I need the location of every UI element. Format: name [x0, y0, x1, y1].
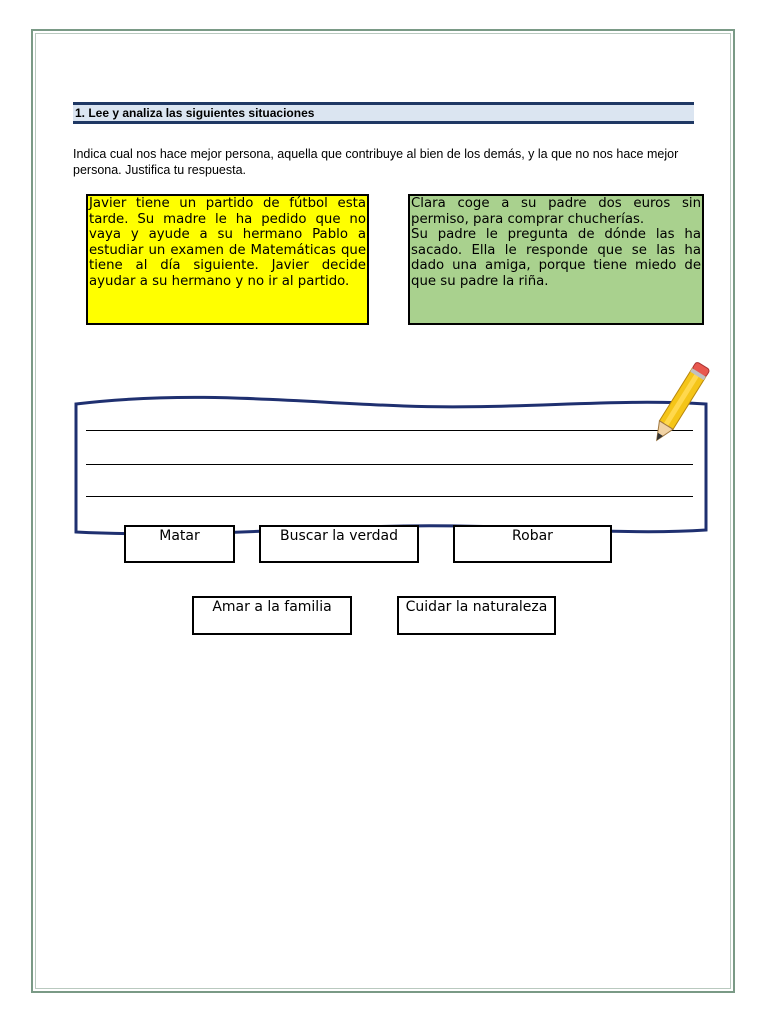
case-clara-box	[408, 194, 704, 325]
value-robar: Robar	[453, 525, 612, 563]
exercise-heading-bar	[73, 102, 694, 124]
scroll-shape	[74, 360, 714, 545]
answer-line-3[interactable]	[86, 496, 693, 497]
answer-scroll	[74, 360, 714, 545]
exercise-instructions: Indica cual nos hace mejor persona, aquella que contribuye al bien de los demás, y la que no nos hace mejor persona. Justifica tu respuesta.	[73, 147, 679, 177]
exercise-heading: 1. Lee y analiza las siguientes situaciones	[75, 106, 315, 120]
case-javier-box	[86, 194, 369, 325]
case-clara-text-1: Clara coge a su padre dos euros sin permiso, para comprar chucherías.	[411, 196, 701, 227]
value-buscar-verdad: Buscar la verdad	[259, 525, 419, 563]
answer-line-2[interactable]	[86, 464, 693, 465]
value-cuidar-naturaleza: Cuidar la naturaleza	[397, 596, 556, 635]
case-clara-text-2: Su padre le pregunta de dónde las ha sacado. Ella le responde que se las ha dado una amiga, porque tiene miedo de que su padre la riña.	[411, 227, 701, 289]
pencil-icon	[650, 356, 710, 451]
value-amar-familia: Amar a la familia	[192, 596, 352, 635]
answer-line-1[interactable]	[86, 430, 693, 431]
value-matar: Matar	[124, 525, 235, 563]
case-javier-text: Javier tiene un partido de fútbol esta tarde. Su madre le ha pedido que no vaya y ayude a su hermano Pablo a estudiar un examen de Matemáticas que tiene al día siguiente. Javier decide ayudar a su hermano y no ir al partido.	[89, 196, 366, 289]
